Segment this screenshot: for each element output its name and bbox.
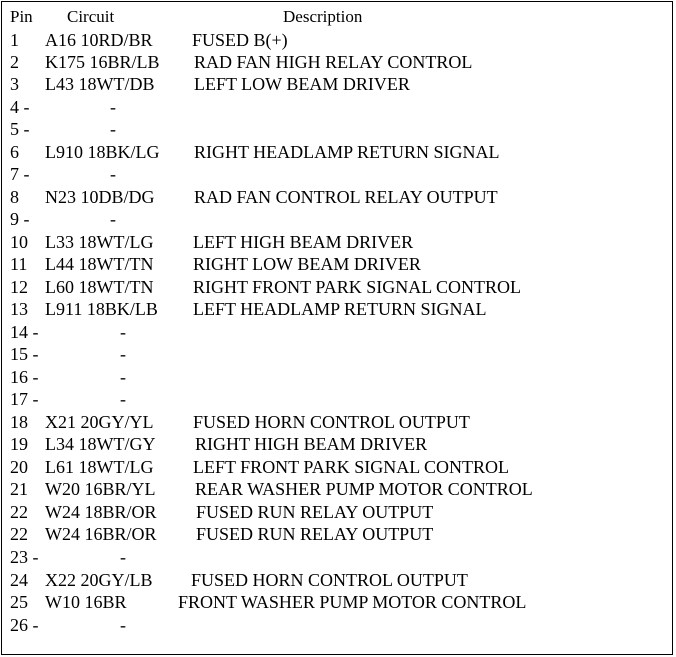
connector-pinout-table [1, 1, 673, 655]
circuit-code: X21 20GY/YL [45, 412, 154, 432]
circuit-code: - [120, 344, 126, 364]
pin-number: 1 [10, 30, 19, 50]
pin-number: 19 [10, 434, 28, 454]
pin-number: 18 [10, 412, 28, 432]
pin-number: 13 [10, 299, 28, 319]
header-circuit: Circuit [67, 7, 115, 26]
circuit-code: - [110, 97, 116, 117]
circuit-code: - [110, 209, 116, 229]
circuit-code: L911 18BK/LB [45, 299, 158, 319]
pin-number: 2 [10, 52, 19, 72]
header-pin: Pin [10, 7, 33, 26]
pin-number: 10 [10, 232, 28, 252]
pin-number: 8 [10, 187, 19, 207]
pin-number: 11 [10, 254, 28, 274]
pin-number: 26 - [10, 615, 39, 635]
circuit-description: RIGHT FRONT PARK SIGNAL CONTROL [193, 277, 522, 297]
pin-number: 9 - [10, 209, 30, 229]
circuit-code: L33 18WT/LG [45, 232, 154, 252]
circuit-code: L61 18WT/LG [45, 457, 154, 477]
pin-number: 6 [10, 142, 19, 162]
pin-number: 4 - [10, 97, 30, 117]
circuit-code: L43 18WT/DB [45, 74, 155, 94]
circuit-description: LEFT HEADLAMP RETURN SIGNAL [193, 299, 487, 319]
circuit-code: W10 16BR [45, 592, 127, 612]
circuit-description: LEFT HIGH BEAM DRIVER [193, 232, 414, 252]
circuit-description: RIGHT LOW BEAM DRIVER [193, 254, 421, 274]
circuit-description: FUSED RUN RELAY OUTPUT [196, 524, 434, 544]
circuit-code: L910 18BK/LG [45, 142, 160, 162]
circuit-code: X22 20GY/LB [45, 570, 153, 590]
pin-number: 21 [10, 479, 28, 499]
circuit-description: LEFT FRONT PARK SIGNAL CONTROL [193, 457, 510, 477]
pin-number: 17 - [10, 389, 39, 409]
pin-number: 14 - [10, 322, 39, 342]
pin-number: 25 [10, 592, 28, 612]
pin-number: 20 [10, 457, 28, 477]
circuit-code: - [110, 119, 116, 139]
circuit-code: - [120, 547, 126, 567]
pin-number: 3 [10, 74, 19, 94]
circuit-code: A16 10RD/BR [45, 30, 153, 50]
circuit-code: - [110, 164, 116, 184]
circuit-code: - [120, 389, 126, 409]
pin-number: 7 - [10, 164, 30, 184]
circuit-description: FUSED RUN RELAY OUTPUT [196, 502, 434, 522]
circuit-description: FUSED HORN CONTROL OUTPUT [191, 570, 468, 590]
pin-number: 22 [10, 524, 28, 544]
circuit-description: RIGHT HIGH BEAM DRIVER [195, 434, 428, 454]
circuit-description: RAD FAN CONTROL RELAY OUTPUT [194, 187, 498, 207]
circuit-code: N23 10DB/DG [45, 187, 155, 207]
pin-number: 5 - [10, 119, 30, 139]
circuit-description: FUSED B(+) [192, 30, 288, 50]
circuit-code: L44 18WT/TN [45, 254, 154, 274]
circuit-description: RIGHT HEADLAMP RETURN SIGNAL [194, 142, 500, 162]
pin-number: 23 - [10, 547, 39, 567]
circuit-description: LEFT LOW BEAM DRIVER [194, 74, 410, 94]
circuit-description: FRONT WASHER PUMP MOTOR CONTROL [178, 592, 527, 612]
circuit-code: L34 18WT/GY [45, 434, 156, 454]
circuit-code: L60 18WT/TN [45, 277, 154, 297]
circuit-description: FUSED HORN CONTROL OUTPUT [193, 412, 470, 432]
pin-number: 16 - [10, 367, 39, 387]
circuit-code: K175 16BR/LB [45, 52, 160, 72]
circuit-code: - [120, 322, 126, 342]
pin-number: 22 [10, 502, 28, 522]
circuit-code: - [120, 367, 126, 387]
circuit-description: REAR WASHER PUMP MOTOR CONTROL [195, 479, 533, 499]
pin-number: 24 [10, 570, 28, 590]
pin-number: 15 - [10, 344, 39, 364]
circuit-description: RAD FAN HIGH RELAY CONTROL [194, 52, 473, 72]
header-description: Description [283, 7, 363, 26]
circuit-code: W20 16BR/YL [45, 479, 156, 499]
circuit-code: W24 16BR/OR [45, 524, 157, 544]
pin-number: 12 [10, 277, 28, 297]
circuit-code: - [120, 615, 126, 635]
circuit-code: W24 18BR/OR [45, 502, 157, 522]
